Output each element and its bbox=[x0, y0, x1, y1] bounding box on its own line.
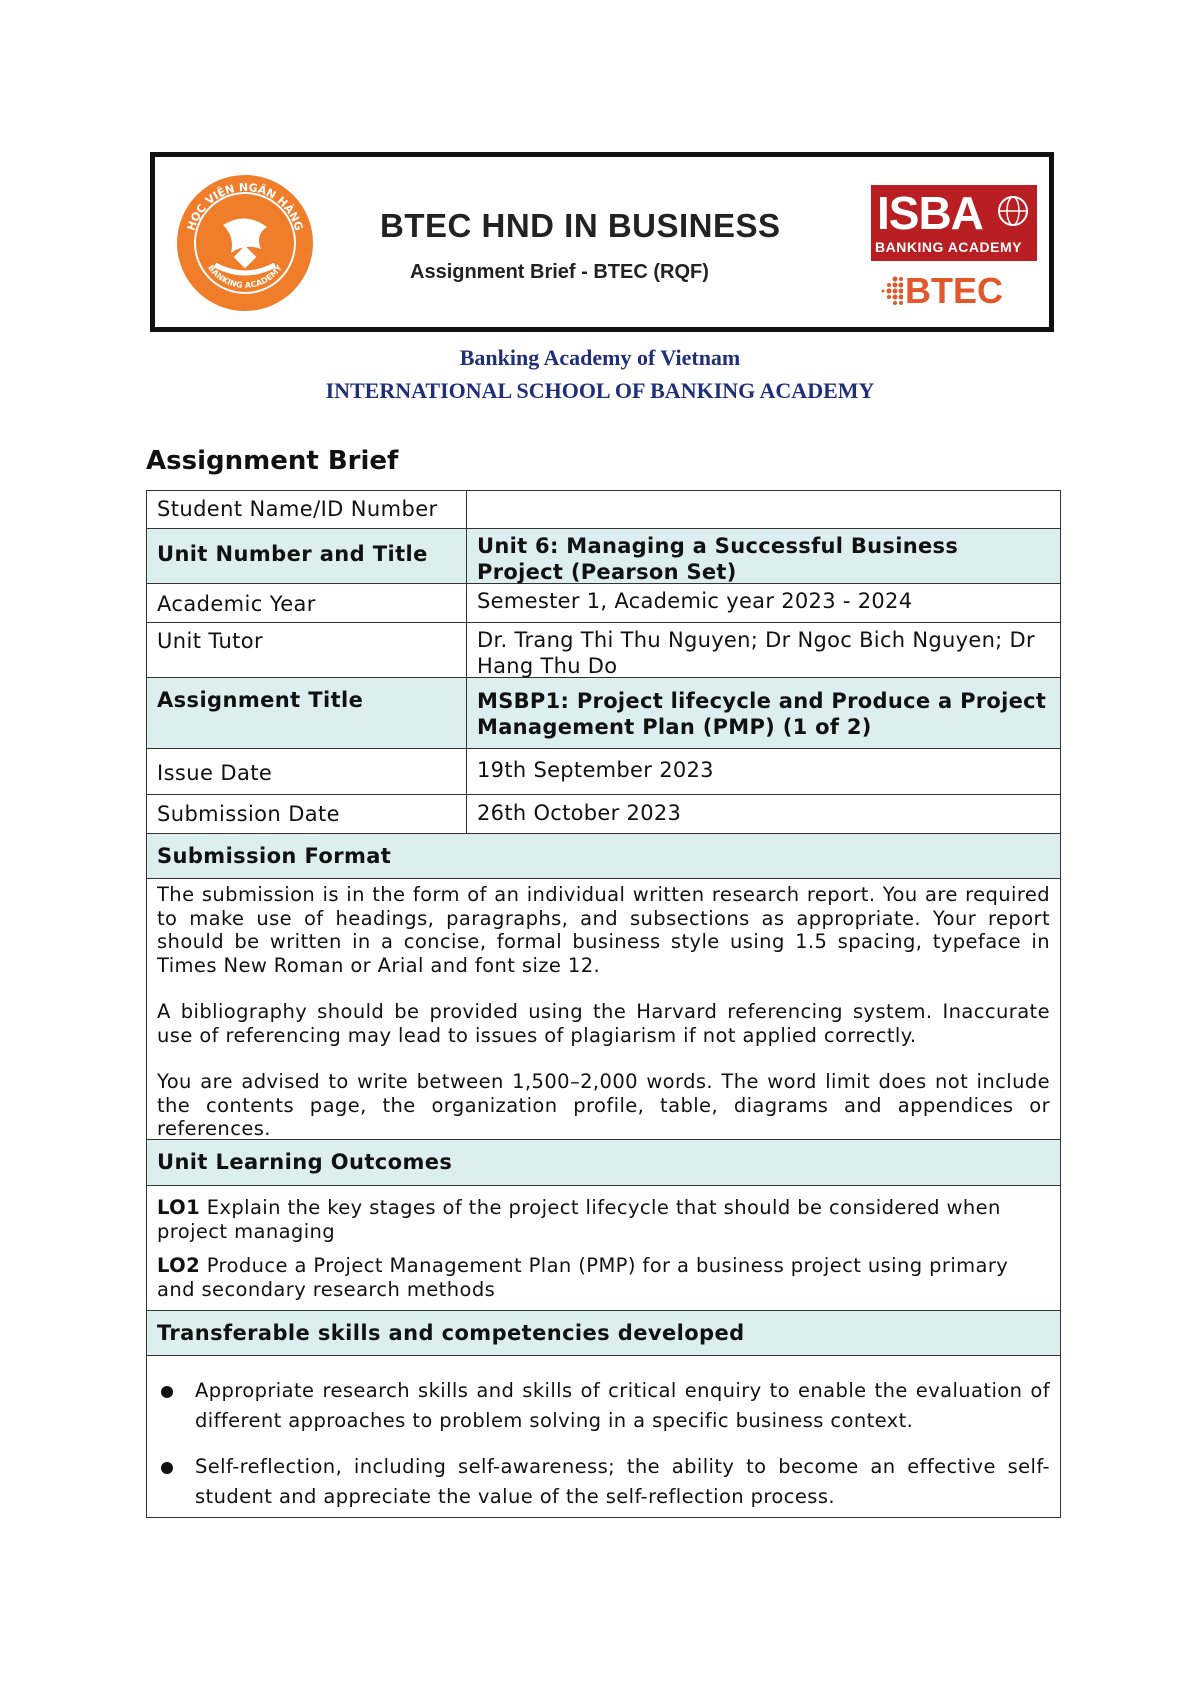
issue-label: Issue Date bbox=[147, 749, 467, 794]
table-row bbox=[146, 1186, 1061, 1311]
skills-heading: Transferable skills and competencies developed bbox=[157, 1321, 745, 1345]
title-value: MSBP1: Project lifecycle and Produce a Project Management Plan (PMP) (1 of 2) bbox=[477, 689, 1047, 739]
table-row bbox=[146, 1311, 1061, 1356]
bullet-icon bbox=[161, 1462, 173, 1474]
table-row bbox=[146, 623, 1061, 678]
table-row bbox=[146, 490, 1061, 529]
unit-value: Unit 6: Managing a Successful Business Project (Pearson Set) bbox=[477, 534, 959, 584]
format-paragraph-2: A bibliography should be provided using the Harvard referencing system. Inaccurate use of referencing may lead to issues of plagiarism if not applied correctly. bbox=[157, 1000, 1050, 1047]
school-name-line1: Banking Academy of Vietnam bbox=[459, 345, 741, 370]
tutor-label: Unit Tutor bbox=[147, 623, 467, 677]
lo1: LO1 Explain the key stages of the project lifecycle that should be considered when project managing bbox=[157, 1196, 1001, 1243]
table-row bbox=[146, 1356, 1061, 1518]
header-banner bbox=[150, 152, 1054, 332]
table-row bbox=[146, 834, 1061, 879]
submission-label: Submission Date bbox=[147, 795, 467, 833]
submission-value: 26th October 2023 bbox=[477, 801, 682, 825]
svg-text:BANKING ACADEMY: BANKING ACADEMY bbox=[206, 263, 284, 290]
svg-text:HỌC VIỆN NGÂN HÀNG: HỌC VIỆN NGÂN HÀNG bbox=[184, 180, 306, 233]
table-row bbox=[146, 529, 1061, 584]
btec-logo: BTEC bbox=[875, 269, 1035, 313]
school-name-line2: INTERNATIONAL SCHOOL OF BANKING ACADEMY bbox=[325, 378, 875, 403]
assignment-table bbox=[146, 490, 1061, 1518]
issue-value: 19th September 2023 bbox=[477, 758, 714, 782]
unit-label: Unit Number and Title bbox=[147, 529, 467, 583]
isba-logo: ISBA BANKING ACADEMY bbox=[871, 185, 1037, 261]
format-heading: Submission Format bbox=[157, 844, 392, 868]
table-row bbox=[146, 678, 1061, 749]
tutor-value: Dr. Trang Thi Thu Nguyen; Dr Ngoc Bich Nguyen; Dr Hang Thu Do bbox=[477, 628, 1035, 678]
dots-icon bbox=[875, 275, 903, 307]
lo2: LO2 Produce a Project Management Plan (PMP) for a business project using primary and secondary research methods bbox=[157, 1254, 1009, 1301]
page-title: Assignment Brief bbox=[146, 446, 399, 476]
list-item: Self-reflection, including self-awareness; the ability to become an effective self-student and appreciate the value of the self-reflection process. bbox=[157, 1452, 1050, 1512]
table-row bbox=[146, 795, 1061, 834]
program-title: BTEC HND IN BUSINESS bbox=[380, 207, 781, 244]
year-value: Semester 1, Academic year 2023 - 2024 bbox=[477, 589, 913, 613]
table-row bbox=[146, 879, 1061, 1140]
banking-academy-seal-logo bbox=[175, 173, 315, 313]
year-label: Academic Year bbox=[147, 584, 467, 622]
bullet-icon bbox=[161, 1386, 173, 1398]
list-item: Appropriate research skills and skills of critical enquiry to enable the evaluation of different approaches to problem solving in a specific business context. bbox=[157, 1376, 1050, 1436]
table-row bbox=[146, 1140, 1061, 1186]
title-label: Assignment Title bbox=[147, 678, 467, 748]
format-paragraph-3: You are advised to write between 1,500–2,000 words. The word limit does not include the contents page, the organization profile, table, diagrams and appendices or references. bbox=[157, 1070, 1050, 1140]
globe-icon bbox=[987, 191, 1031, 231]
student-value bbox=[467, 491, 1060, 528]
table-row bbox=[146, 749, 1061, 795]
format-paragraph-1: The submission is in the form of an individual written research report. You are required to make use of headings, paragraphs, and subsections as appropriate. Your report should be written in a concise, formal business style using 1.5 spacing, typeface in Times New Roman or Arial and font size 12. bbox=[157, 883, 1050, 977]
student-label: Student Name/ID Number bbox=[147, 491, 467, 528]
outcomes-heading: Unit Learning Outcomes bbox=[157, 1150, 453, 1174]
brief-subtitle: Assignment Brief - BTEC (RQF) bbox=[410, 261, 709, 283]
table-row bbox=[146, 584, 1061, 623]
